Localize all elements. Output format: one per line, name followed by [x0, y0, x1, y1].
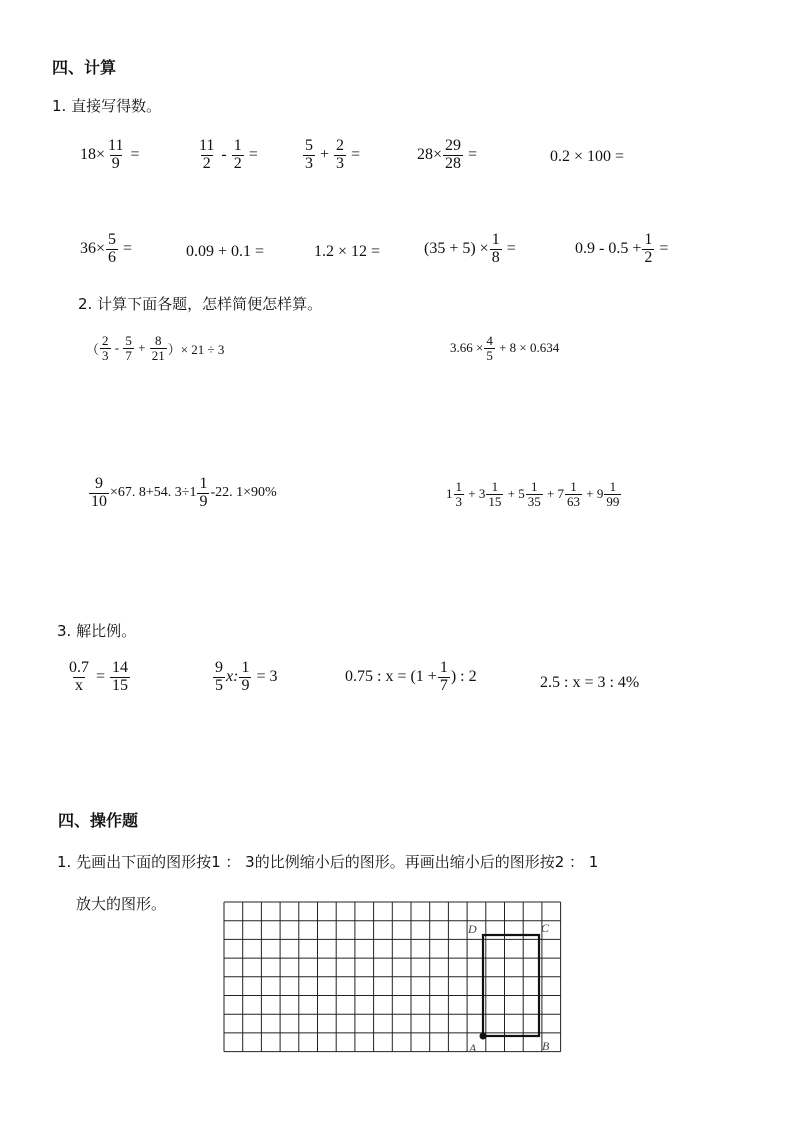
fraction	[642, 232, 654, 267]
operator: +	[543, 486, 558, 502]
expr-prefix: 0.9 - 0.5 +	[575, 240, 642, 258]
expr-middle: ×67. 8+54. 3÷1	[110, 485, 197, 501]
label-d: D	[468, 922, 477, 936]
section-title-operations: 四、操作题	[58, 811, 139, 830]
oral-item-7	[186, 243, 264, 261]
whole-part: 5	[518, 486, 525, 502]
calc-expression-4	[446, 480, 622, 508]
denominator: 5	[215, 676, 223, 694]
operator: -	[217, 146, 231, 164]
oral-item-6	[80, 232, 132, 267]
fraction	[526, 480, 543, 508]
fraction	[438, 660, 450, 695]
question-4-line-2: 放大的图形。	[76, 895, 167, 913]
numerator: 5	[125, 333, 132, 348]
oral-item-5	[550, 148, 624, 166]
numerator: 1	[570, 479, 577, 494]
calc-expression-3	[88, 476, 277, 511]
label-a: A	[469, 1041, 477, 1055]
question-4-line-1: 1. 先画出下面的图形按1 ： 3的比例缩小后的图形。再画出缩小后的图形按2 ： 1	[57, 853, 599, 871]
denominator: 10	[91, 492, 107, 510]
grid-lines	[224, 902, 561, 1052]
denominator: 9	[111, 154, 120, 172]
oral-item-10	[575, 232, 668, 267]
numerator: 5	[305, 137, 313, 154]
numerator: 9	[215, 659, 223, 676]
whole-part: 1	[446, 486, 453, 502]
expr-suffix: = 3	[252, 668, 278, 686]
denominator: 2	[233, 154, 242, 172]
numerator: 1	[199, 475, 208, 492]
whole-part: 9	[596, 486, 604, 502]
numerator: 1	[491, 479, 499, 494]
fraction	[197, 138, 216, 173]
denominator: 21	[151, 347, 165, 363]
fraction	[106, 138, 125, 173]
fraction	[239, 660, 251, 695]
calc-expression-1	[86, 334, 224, 362]
denominator: 5	[486, 347, 493, 363]
calc-expression-2	[450, 334, 559, 362]
fraction	[110, 660, 130, 695]
denominator: 63	[567, 493, 581, 509]
fraction	[197, 476, 209, 511]
fraction	[123, 334, 134, 362]
denominator: 9	[241, 676, 250, 694]
expr-suffix: ) : 2	[450, 668, 477, 686]
numerator: 0.7	[69, 659, 89, 676]
numerator: 2	[336, 137, 345, 154]
numerator: 8	[154, 333, 162, 348]
numerator: 29	[445, 137, 462, 154]
fraction	[213, 660, 225, 695]
numerator: 1	[241, 659, 250, 676]
whole-part: 7	[557, 486, 565, 502]
numerator: 2	[102, 333, 109, 348]
expr-suffix: =	[655, 240, 669, 258]
expr-suffix: =	[464, 146, 478, 164]
expr-prefix: 28×	[417, 146, 443, 164]
numerator: 11	[108, 137, 124, 154]
expr-suffix: -22. 1×90%	[210, 485, 277, 501]
denominator: x	[75, 676, 83, 694]
numerator: 4	[486, 333, 493, 348]
operator: +	[583, 486, 597, 502]
proportion-4	[540, 674, 639, 692]
expr-suffix: =	[502, 240, 516, 258]
numerator: 1	[491, 231, 500, 248]
fraction	[490, 232, 502, 267]
numerator: 1	[439, 659, 448, 676]
rectangle-shape	[483, 935, 539, 1036]
fraction	[106, 232, 118, 267]
expr-text: 1.2 × 12 =	[314, 243, 381, 260]
denominator: 3	[336, 154, 345, 172]
numerator: 14	[112, 659, 129, 676]
numerator: 11	[199, 137, 215, 154]
fraction	[89, 476, 109, 511]
section-title-calculation: 四、计算	[52, 58, 117, 77]
expr-suffix: + 8 × 0.634	[495, 340, 560, 356]
denominator: 8	[491, 248, 500, 266]
denominator: 99	[606, 493, 620, 509]
operator: +	[504, 486, 519, 502]
paren-open: （	[86, 341, 100, 357]
proportion-3	[345, 660, 477, 695]
denominator: 2	[202, 154, 211, 172]
expr-prefix: 0.75 : x = (1 +	[345, 668, 437, 686]
question-2-title: 2. 计算下面各题，怎样简便怎样算。	[78, 295, 323, 313]
numerator: 1	[233, 137, 242, 154]
expr-suffix: =	[126, 146, 140, 164]
operator: =	[92, 668, 110, 686]
whole-part: 3	[478, 486, 486, 502]
denominator: 15	[112, 676, 129, 694]
drawing-grid	[222, 900, 562, 1064]
expr-text: 0.09 + 0.1 =	[186, 243, 265, 260]
denominator: 9	[199, 492, 208, 510]
operator: +	[134, 340, 149, 356]
expr-prefix: 36×	[80, 240, 106, 258]
denominator: 28	[445, 154, 462, 172]
fraction	[100, 334, 111, 362]
expr-prefix: 3.66 ×	[450, 340, 484, 356]
numerator: 5	[108, 231, 117, 248]
fraction	[67, 660, 91, 695]
expr-prefix: 18×	[80, 146, 106, 164]
fraction	[443, 138, 463, 173]
oral-item-4	[417, 138, 477, 173]
denominator: 6	[108, 248, 117, 266]
expr-middle: x:	[226, 668, 239, 686]
proportion-2	[212, 660, 277, 695]
expr-suffix: =	[119, 240, 133, 258]
expr-text: 2.5 : x = 3 : 4%	[540, 674, 640, 691]
fraction	[604, 480, 621, 508]
expr-suffix: ）× 21 ÷ 3	[167, 341, 225, 357]
grid-figure	[222, 900, 562, 1060]
denominator: 15	[488, 493, 502, 509]
expr-suffix: =	[347, 146, 361, 164]
denominator: 3	[305, 154, 313, 172]
denominator: 7	[125, 347, 132, 363]
question-3-title: 3. 解比例。	[57, 622, 137, 640]
oral-item-9	[424, 232, 516, 267]
numerator: 1	[455, 479, 462, 494]
denominator: 7	[439, 676, 448, 694]
oral-item-2	[196, 138, 258, 173]
label-b: B	[542, 1039, 550, 1053]
numerator: 1	[609, 479, 617, 494]
proportion-1	[66, 660, 131, 695]
denominator: 35	[527, 493, 541, 509]
oral-item-8	[314, 243, 380, 261]
numerator: 9	[95, 475, 103, 492]
denominator: 2	[644, 248, 653, 266]
fraction	[232, 138, 244, 173]
denominator: 3	[102, 347, 109, 363]
fraction	[303, 138, 315, 173]
fraction	[454, 480, 465, 508]
numerator: 1	[644, 231, 653, 248]
operator: -	[111, 340, 123, 356]
fraction	[565, 480, 582, 508]
fraction	[150, 334, 167, 362]
numerator: 1	[530, 479, 538, 494]
expr-suffix: =	[244, 146, 258, 164]
question-1-title: 1. 直接写得数。	[52, 97, 162, 115]
oral-item-1	[80, 138, 139, 173]
operator: +	[465, 486, 479, 502]
point-a-dot	[480, 1033, 487, 1040]
fraction	[484, 334, 495, 362]
operator: +	[316, 146, 334, 164]
fraction	[486, 480, 503, 508]
denominator: 3	[455, 493, 462, 509]
expr-prefix: (35 + 5) ×	[424, 240, 489, 258]
oral-item-3	[302, 138, 360, 173]
fraction	[334, 138, 346, 173]
label-c: C	[541, 921, 550, 935]
expr-text: 0.2 × 100 =	[550, 148, 625, 165]
